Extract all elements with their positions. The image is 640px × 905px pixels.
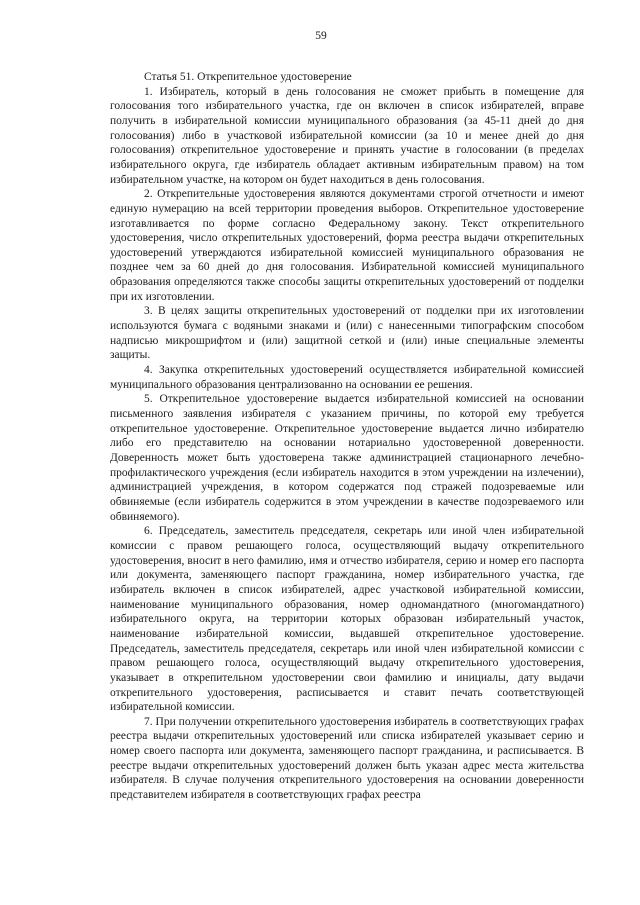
paragraph-7: 7. При получении открепительного удостоверения избиратель в соответствующих графах реестра выдачи открепительных удостоверений или списка избирателей указывает серию и номер своего паспорта или документа, заменяющего паспорт гражданина, и расписывается. В реестре выдачи открепительных удостоверений должен быть указан адрес места жительства избирателя. В случае получения открепительного удостоверения на основании доверенности представителем избирателя в соответствующих графах реестра: [110, 715, 584, 802]
page-number: 59: [315, 30, 327, 42]
paragraph-1: 1. Избиратель, который в день голосования не сможет прибыть в помещение для голосования того избирательного участка, где он включен в список избирателей, вправе получить в избирательной комиссии муниципального образования (за 45-11 дней до дня голосования) либо в участковой избирательной комиссии (за 10 и менее дней до дня голосования) открепительное удостоверение и принять участие в голосовании (в пределах избирательного округа, где избиратель обладает активным избирательным правом) на том избирательном участке, на котором он будет находиться в день голосования.: [110, 85, 584, 186]
paragraph-2: 2. Открепительные удостоверения являются документами строгой отчетности и имеют единую нумерацию на всей территории проведения выборов. Открепительное удостоверение изготавливается по форме согласно Федеральному закону. Текст открепительного удостоверения, число открепительных удостоверений, форма реестра выдачи открепительных удостоверений утверждаются избирательной комиссией муниципального образования не позднее чем за 60 дней до дня голосования. Избирательной комиссией муниципального образования определяются также способы защиты открепительных удостоверений от подделки при их изготовлении.: [110, 188, 584, 303]
article-title: Статья 51. Открепительное удостоверение: [144, 71, 352, 83]
paragraph-5: 5. Открепительное удостоверение выдается избирательной комиссией на основании письменного заявления избирателя с указанием причины, по которой ему требуется открепительное удостоверение. Открепительное удостоверение выдается лично избирателю либо его представителю на основании нотариально удостоверенной доверенности. Доверенность может быть удостоверена также администрацией стационарного лечебно-профилактического учреждения (если избиратель находится в этом учреждении на излечении), администрацией учреждения, в котором содержатся под стражей подозреваемые или обвиняемые (если избиратель содержится в этом учреждении в качестве подозреваемого или обвиняемого).: [110, 393, 584, 523]
paragraph-3: 3. В целях защиты открепительных удостоверений от подделки при их изготовлении используются бумага с водяными знаками и (или) с нанесенными типографским способом надписью микрошрифтом и (или) защитной сеткой и (или) иные специальные элементы защиты.: [110, 305, 584, 362]
paragraph-4: 4. Закупка открепительных удостоверений осуществляется избирательной комиссией муниципального образования централизованно на основании ее решения.: [110, 364, 584, 391]
paragraph-6: 6. Председатель, заместитель председателя, секретарь или иной член избирательной комиссии с правом решающего голоса, осуществляющий выдачу открепительного удостоверения, вносит в него фамилию, имя и отчество избирателя, серию и номер его паспорта или документа, заменяющего паспорт гражданина, номер избирательного участка, где избиратель включен в список избирателей, адрес участковой избирательной комиссии, наименование муниципального образования, номер одномандатного (многомандатного) избирательного округа, на территории которых образован избирательный участок, наименование избирательной комиссии, выдавшей открепительное удостоверение. Председатель, заместитель председателя, секретарь или иной член избирательной комиссии с правом решающего голоса, осуществляющий выдачу открепительного удостоверения, указывает в открепительном удостоверении свои фамилию и инициалы, дату выдачи открепительного удостоверения, расписывается и ставит печать соответствующей избирательной комиссии.: [110, 525, 584, 714]
